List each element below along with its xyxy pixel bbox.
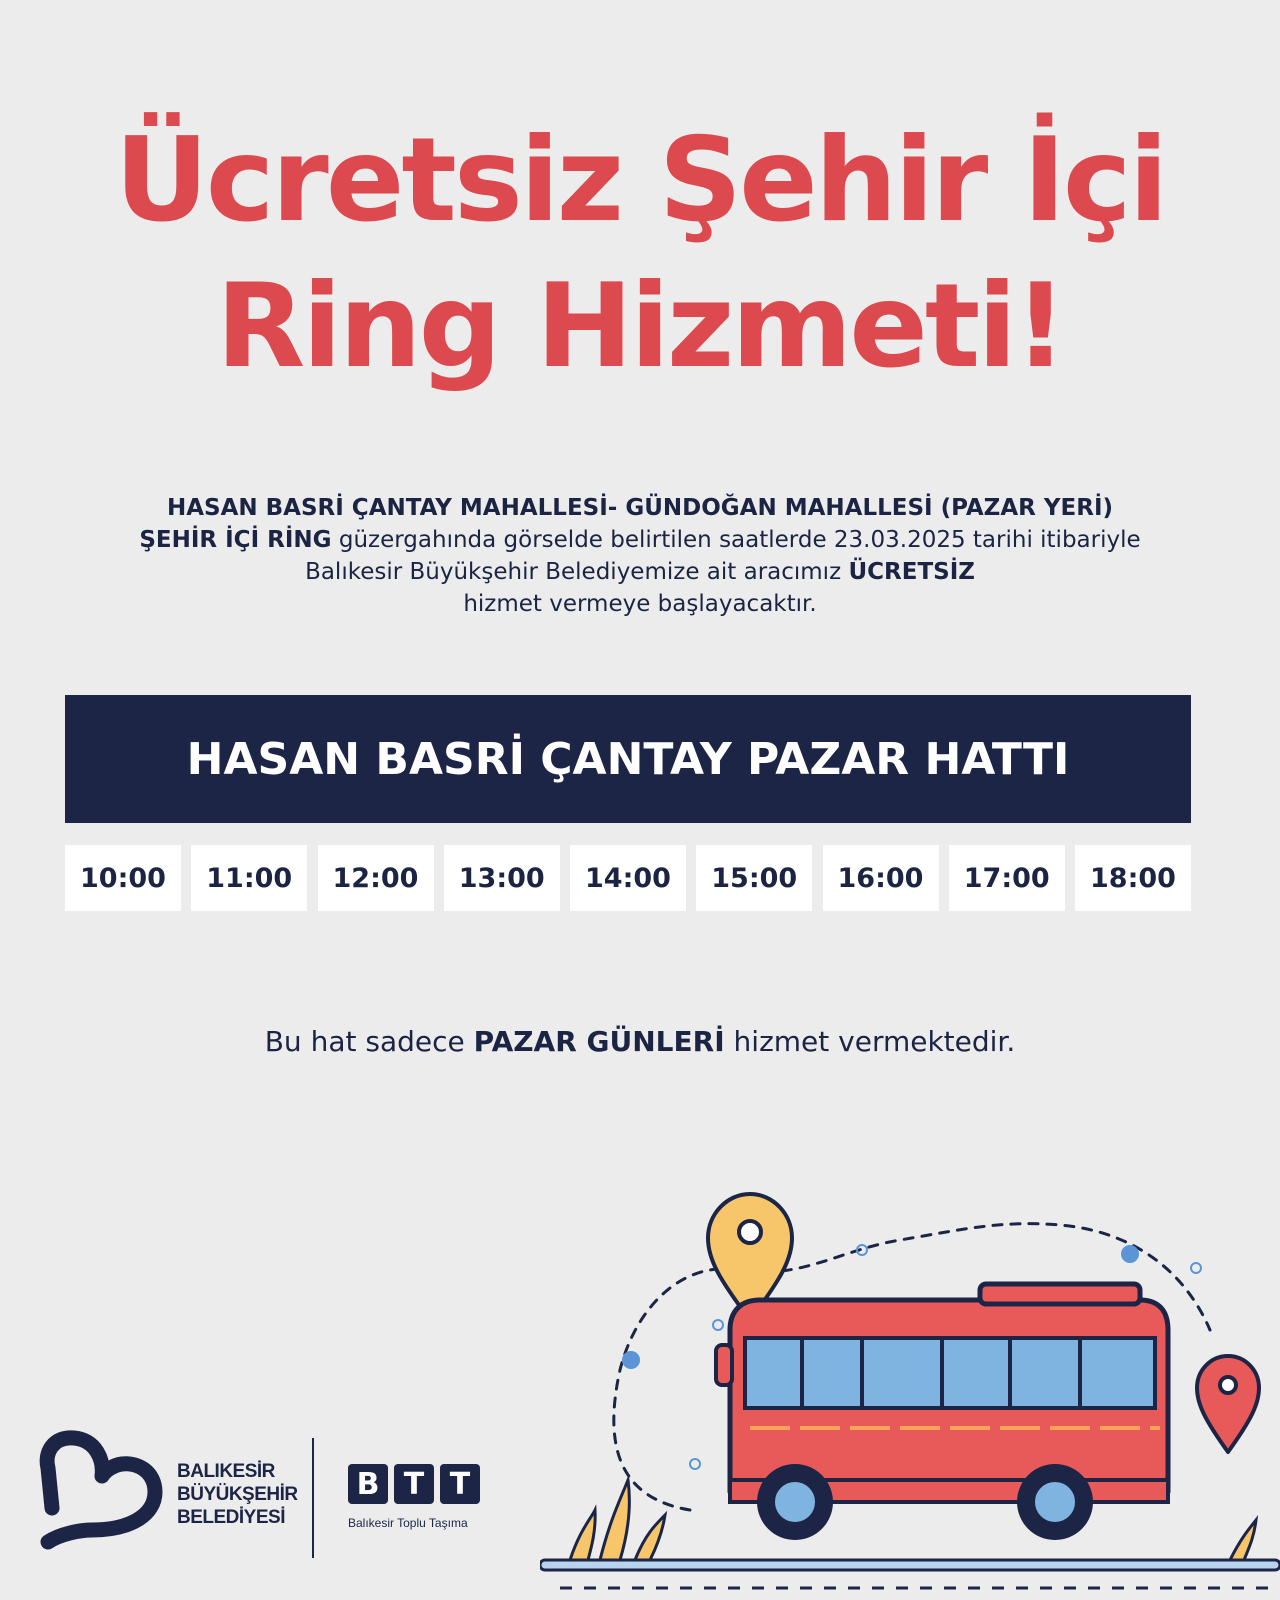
dot-blue bbox=[622, 1351, 640, 1369]
dot-ring bbox=[690, 1459, 700, 1469]
dot-blue bbox=[1121, 1245, 1139, 1263]
free-label: ÜCRETSİZ bbox=[848, 559, 975, 585]
time-slot: 12:00 bbox=[318, 845, 434, 911]
time-slot: 14:00 bbox=[570, 845, 686, 911]
title-line-1: Ücretsiz Şehir İçi bbox=[114, 113, 1166, 248]
time-slot: 11:00 bbox=[191, 845, 307, 911]
service-notice bbox=[0, 1025, 1280, 1058]
time-slot: 18:00 bbox=[1075, 845, 1191, 911]
btt-logo bbox=[348, 1464, 480, 1504]
location-pin-icon bbox=[1197, 1356, 1259, 1452]
intro-text bbox=[60, 492, 1220, 620]
route-banner: HASAN BASRİ ÇANTAY PAZAR HATTI bbox=[65, 695, 1191, 823]
heart-logo-icon bbox=[30, 1430, 170, 1560]
dot-ring bbox=[1191, 1263, 1201, 1273]
btt-letter: T bbox=[394, 1464, 434, 1504]
municipality-line: BELEDİYESİ bbox=[177, 1507, 285, 1528]
time-slot: 17:00 bbox=[949, 845, 1065, 911]
logo-divider bbox=[312, 1438, 314, 1558]
ring-label: ŞEHİR İÇİ RİNG bbox=[139, 527, 332, 553]
municipality-line: BALIKESİR bbox=[177, 1461, 275, 1482]
notice-days: PAZAR GÜNLERİ bbox=[473, 1025, 725, 1058]
bus-icon bbox=[716, 1284, 1168, 1540]
intro-line-4: hizmet vermeye başlayacaktır. bbox=[463, 591, 817, 617]
intro-line-2-rest: güzergahında görselde belirtilen saatlerde 23.03.2025 tarihi itibariyle bbox=[331, 527, 1141, 553]
schedule-row bbox=[65, 845, 1191, 911]
page-title bbox=[0, 108, 1280, 400]
time-slot: 10:00 bbox=[65, 845, 181, 911]
time-slot: 13:00 bbox=[444, 845, 560, 911]
bus-illustration bbox=[540, 1180, 1280, 1600]
time-slot: 15:00 bbox=[696, 845, 812, 911]
footer-logos bbox=[30, 1430, 510, 1560]
intro-line-1 bbox=[60, 492, 1220, 524]
intro-line-2 bbox=[60, 524, 1220, 556]
time-slot: 16:00 bbox=[823, 845, 939, 911]
title-line-2: Ring Hizmeti! bbox=[215, 259, 1065, 394]
municipality-name bbox=[177, 1460, 298, 1529]
btt-letter: T bbox=[440, 1464, 480, 1504]
municipality-line: BÜYÜKŞEHİR bbox=[177, 1484, 298, 1505]
route-name: HASAN BASRİ ÇANTAY MAHALLESİ- GÜNDOĞAN MAHALLESİ (PAZAR YERİ) bbox=[166, 495, 1114, 521]
btt-letter: B bbox=[348, 1464, 388, 1504]
intro-line-3-pre: Balıkesir Büyükşehir Belediyemize ait aracımız bbox=[305, 559, 849, 585]
btt-subtitle: Balıkesir Toplu Taşıma bbox=[348, 1516, 468, 1530]
dot-ring bbox=[713, 1320, 723, 1330]
intro-line-3 bbox=[60, 556, 1220, 588]
ground-line bbox=[540, 1560, 1280, 1570]
notice-post: hizmet vermektedir. bbox=[724, 1025, 1016, 1058]
notice-pre: Bu hat sadece bbox=[264, 1025, 474, 1058]
